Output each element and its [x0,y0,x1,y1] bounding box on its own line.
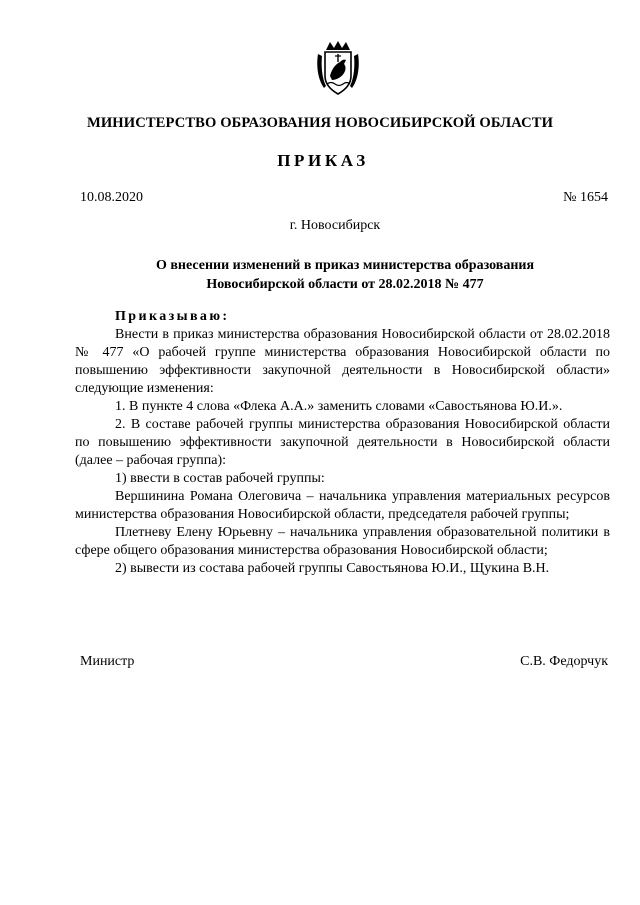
subject-line: Новосибирской области от 28.02.2018 № 477 [206,277,484,292]
body-paragraph: 2) вывести из состава рабочей группы Савостьянова Ю.И., Щукина В.Н. [115,561,550,576]
body-paragraph: 2. В составе рабочей группы министерства образования Новосибирской области по повышению эффективности закупочной деятельности в Новосибирской области (далее – рабочая группа): [75,417,610,468]
signatory-name: С.В. Федорчук [520,654,608,669]
coat-of-arms-icon [316,40,360,96]
signatory-position: Министр [80,654,135,669]
document-type-title: ПРИКАЗ [277,151,369,170]
body-paragraph: Вершинина Романа Олеговича – начальника управления материальных ресурсов министерства образования Новосибирской области, председателя рабочей группы; [75,489,610,522]
order-body [75,308,610,578]
issue-city: г. Новосибирск [289,218,381,233]
body-paragraph: Плетневу Елену Юрьевну – начальника управления образовательной политики в сфере общего образования министерства образования Новосибирской области; [75,525,610,558]
body-paragraph: Внести в приказ министерства образования Новосибирской области от 28.02.2018 № 477 «О рабочей группе министерства образования Новосибирской области по повышению эффективности закупочной деятельности в Новосибирской области» следующие изменения: [75,327,610,396]
body-paragraph: 1. В пункте 4 слова «Флека А.А.» заменить словами «Савостьянова Ю.И.». [115,399,563,414]
order-subject [80,256,610,294]
order-number: № 1654 [563,190,608,205]
order-date: 10.08.2020 [80,190,143,205]
order-directive: Приказываю: [115,309,230,324]
ministry-name: МИНИСТЕРСТВО ОБРАЗОВАНИЯ НОВОСИБИРСКОЙ ОБЛАСТИ [86,115,554,131]
body-paragraph: 1) ввести в состав рабочей группы: [115,471,325,486]
subject-line: О внесении изменений в приказ министерства образования [155,258,535,273]
